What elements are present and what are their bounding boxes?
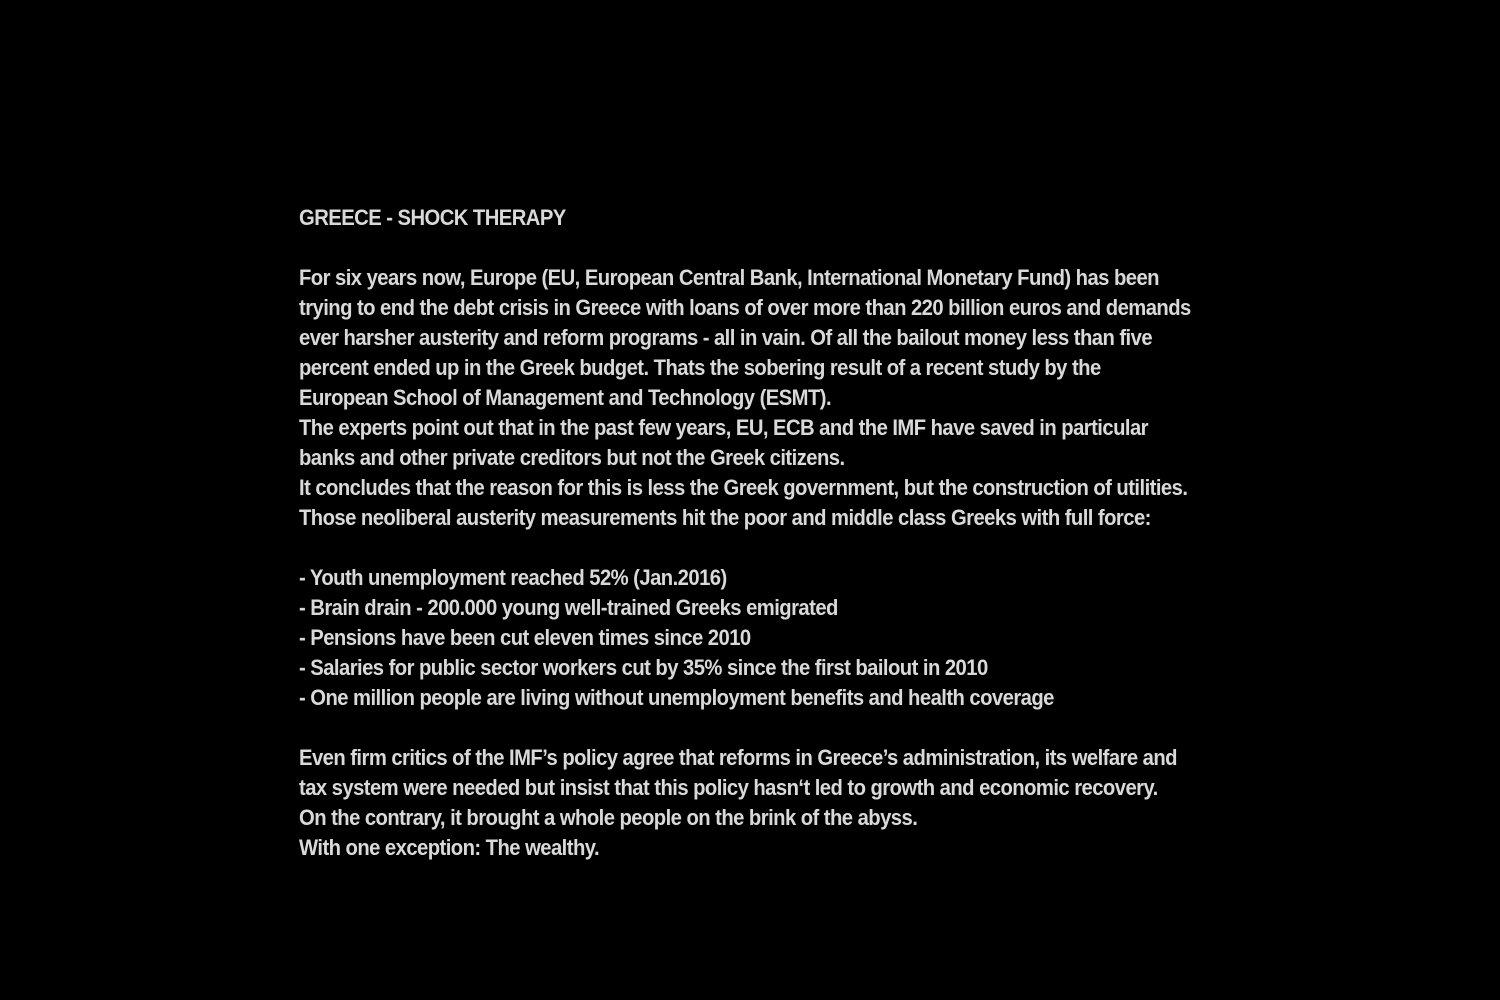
paragraph-1-line: ever harsher austerity and reform programs - all in vain. Of all the bailout money less than five — [299, 325, 1153, 350]
paragraph-2-line: On the contrary, it brought a whole people on the brink of the abyss. — [299, 805, 918, 830]
paragraph-1-line: Those neoliberal austerity measurements hit the poor and middle class Greeks with full force: — [299, 505, 1151, 530]
paragraph-2-line: With one exception: The wealthy. — [299, 835, 600, 860]
paragraph-1-line: It concludes that the reason for this is less the Greek government, but the construction of utilities. — [299, 475, 1188, 500]
bullet-item: - Salaries for public sector workers cut by 35% since the first bailout in 2010 — [299, 655, 988, 680]
bullet-item: - Pensions have been cut eleven times since 2010 — [299, 625, 751, 650]
bullet-item: - One million people are living without unemployment benefits and health coverage — [299, 685, 1054, 710]
spacer — [299, 713, 1219, 743]
paragraph-1-line: trying to end the debt crisis in Greece with loans of over more than 220 billion euros and demands — [299, 295, 1191, 320]
paragraph-1-line: European School of Management and Technology (ESMT). — [299, 385, 832, 410]
paragraph-1-line: banks and other private creditors but not the Greek citizens. — [299, 445, 845, 470]
spacer — [299, 533, 1219, 563]
spacer — [299, 233, 1219, 263]
bullet-item: - Brain drain - 200.000 young well-trained Greeks emigrated — [299, 595, 838, 620]
paragraph-1-line: The experts point out that in the past few years, EU, ECB and the IMF have saved in particular — [299, 415, 1148, 440]
bullet-item: - Youth unemployment reached 52% (Jan.2016) — [299, 565, 727, 590]
paragraph-2-line: Even firm critics of the IMF’s policy agree that reforms in Greece’s administration, its welfare and — [299, 745, 1177, 770]
paragraph-1-line: For six years now, Europe (EU, European Central Bank, International Monetary Fund) has been — [299, 265, 1159, 290]
paragraph-2-line: tax system were needed but insist that this policy hasn‘t led to growth and economic recovery. — [299, 775, 1158, 800]
document-text — [299, 203, 1219, 863]
document-title: GREECE - SHOCK THERAPY — [299, 205, 566, 230]
paragraph-1-line: percent ended up in the Greek budget. Thats the sobering result of a recent study by the — [299, 355, 1101, 380]
